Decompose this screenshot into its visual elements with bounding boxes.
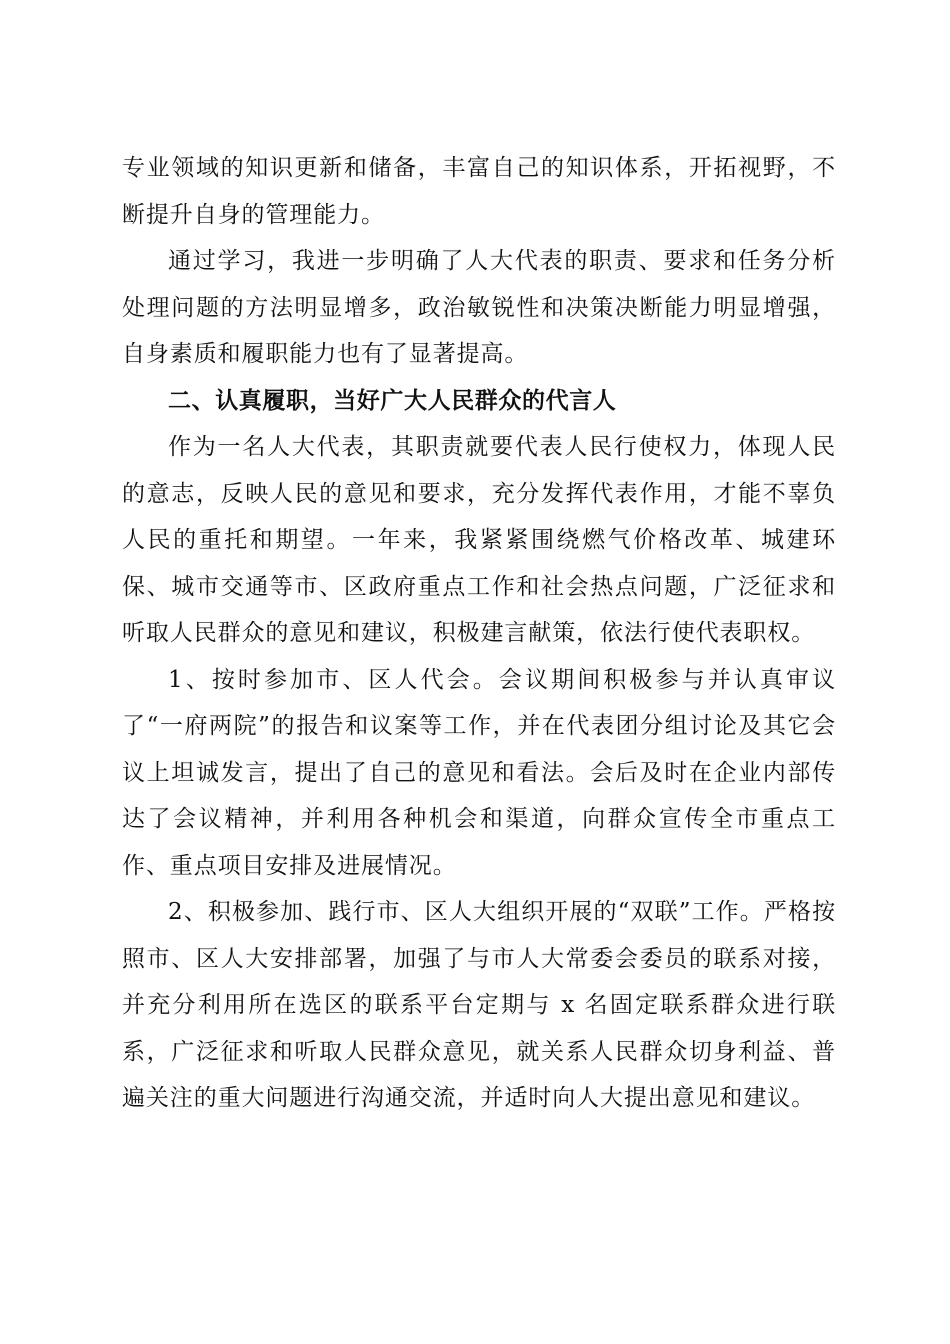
paragraph-continuation: 专业领域的知识更新和储备，丰富自己的知识体系，开拓视野，不断提升自身的管理能力。 xyxy=(122,155,836,228)
section-heading: 二、认真履职，当好广大人民群众的代言人 xyxy=(168,387,617,414)
paragraph-duties: 作为一名人大代表，其职责就要代表人民行使权力，体现人民的意志，反映人民的意见和要求，充分发挥代表作用，才能不辜负人民的重托和期望。一年来，我紧紧围绕燃气价格改革、城建环保、城市交通等市、区政府重点工作和社会热点问题，广泛征求和听取人民群众的意见和建议，积极建言献策，依法行使代表职权。 xyxy=(122,434,836,646)
paragraph-item-1: 1、按时参加市、区人代会。会议期间积极参与并认真审议了“一府两院”的报告和议案等工作，并在代表团分组讨论及其它会议上坦诚发言，提出了自己的意见和看法。会后及时在企业内部传达了会议精神，并利用各种机会和渠道，向群众宣传全市重点工作、重点项目安排及进展情况。 xyxy=(122,666,836,879)
document-body xyxy=(122,145,836,1122)
paragraph-item-2: 2、积极参加、践行市、区人大组织开展的“双联”工作。严格按照市、区人大安排部署，加强了与市人大常委会委员的联系对接，并充分利用所在选区的联系平台定期与 x 名固定联系群众进行联系，广泛征求和听取人民群众意见，就关系人民群众切身利益、普遍关注的重大问题进行沟通交流，并适时向人大提出意见和建议。 xyxy=(122,899,836,1111)
paragraph-study-outcome: 通过学习，我进一步明确了人大代表的职责、要求和任务分析处理问题的方法明显增多，政治敏锐性和决策决断能力明显增强，自身素质和履职能力也有了显著提高。 xyxy=(122,248,836,367)
